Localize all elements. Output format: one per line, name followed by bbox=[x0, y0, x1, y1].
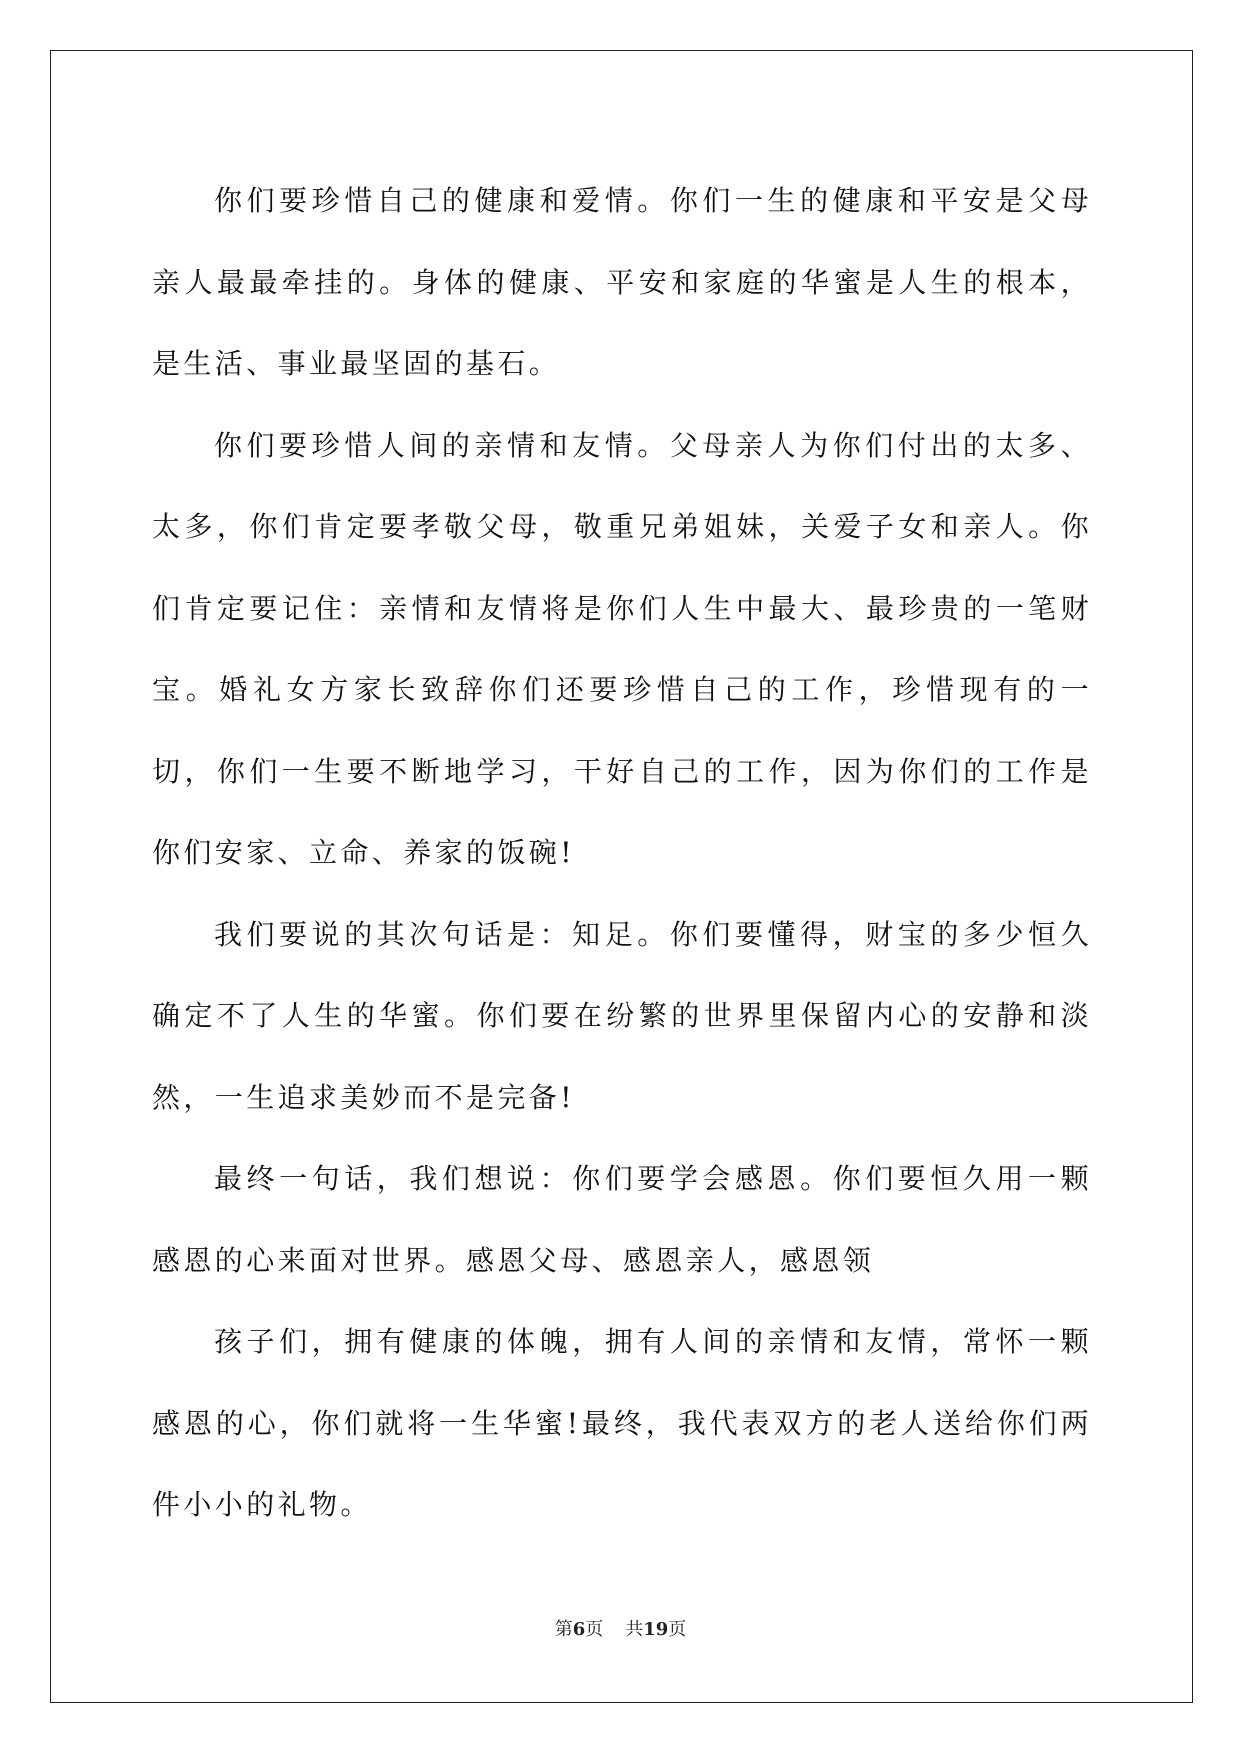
paragraph-3: 我们要说的其次句话是：知足。你们要懂得，财宝的多少恒久确定不了人生的华蜜。你们要在纷繁的世界里保留内心的安静和淡然，一生追求美妙而不是完备! bbox=[152, 917, 1092, 1114]
page-footer bbox=[0, 1615, 1241, 1641]
total-suffix: 页 bbox=[668, 1619, 687, 1640]
paragraph-4: 最终一句话，我们想说：你们要学会感恩。你们要恒久用一颗感恩的心来面对世界。感恩父母、感恩亲人，感恩领 bbox=[152, 1162, 1092, 1277]
total-page-number: 19 bbox=[643, 1619, 669, 1640]
total-prefix: 共 bbox=[625, 1619, 644, 1640]
document-body bbox=[152, 160, 1092, 1546]
paragraph-2: 你们要珍惜人间的亲情和友情。父母亲人为你们付出的太多、太多，你们肯定要孝敬父母，敬重兄弟姐妹，关爱子女和亲人。你们肯定要记住：亲情和友情将是你们人生中最大、最珍贵的一笔财宝。婚礼女方家长致辞你们还要珍惜自己的工作，珍惜现有的一切，你们一生要不断地学习，干好自己的工作，因为你们的工作是你们安家、立命、养家的饭碗! bbox=[152, 428, 1092, 869]
current-page-number: 6 bbox=[572, 1619, 586, 1640]
paragraph-5: 孩子们，拥有健康的体魄，拥有人间的亲情和友情，常怀一颗感恩的心，你们就将一生华蜜!最终，我代表双方的老人送给你们两件小小的礼物。 bbox=[152, 1325, 1092, 1521]
page-suffix: 页 bbox=[585, 1619, 604, 1640]
page-prefix: 第 bbox=[554, 1619, 573, 1640]
paragraph-1: 你们要珍惜自己的健康和爱情。你们一生的健康和平安是父母亲人最最牵挂的。身体的健康、平安和家庭的华蜜是人生的根本，是生活、事业最坚固的基石。 bbox=[152, 184, 1092, 380]
